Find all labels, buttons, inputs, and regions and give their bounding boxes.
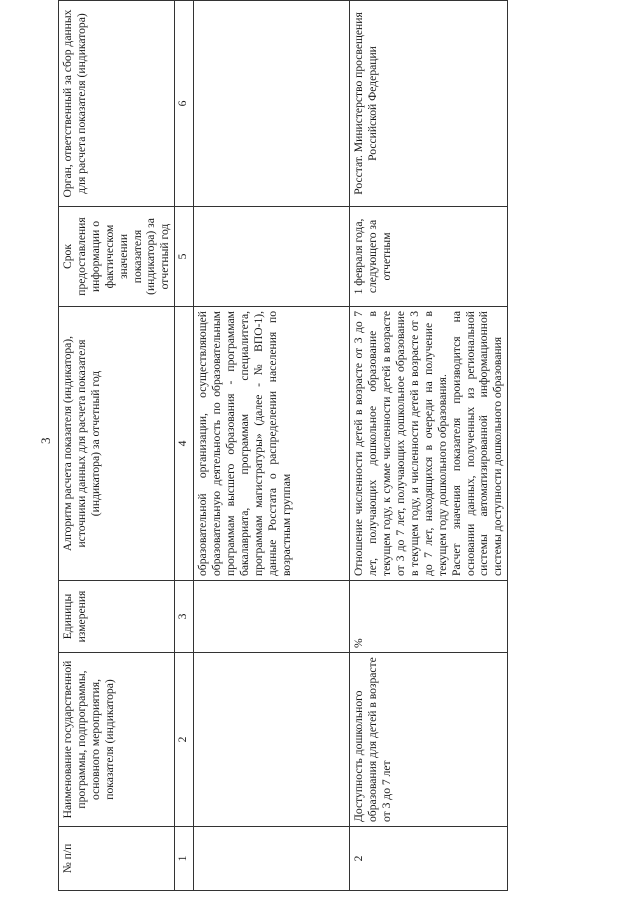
row-deadline: [194, 207, 350, 307]
table-row: [350, 1, 508, 891]
algorithm-paragraph: Отношение численности детей в возрасте от 3 до 7 лет, получающих дошкольное образование в текущем году, к сумме численности детей в возрасте от 3 до 7 лет, получающих дошкольное образование в текущем году, и численности детей в возрасте от 3 до 7 лет, находящихся в очереди на получение в текущем году дошкольного образования.: [352, 311, 449, 576]
row-name: Доступность дошкольного образования для детей в возрасте от 3 до 7 лет: [350, 653, 508, 827]
column-number: 3: [175, 581, 194, 653]
header-deadline: Срок предоставления информации о фактическом значении показателя (индикатора) за отчетный год: [59, 207, 175, 307]
row-num: [194, 827, 350, 891]
algorithm-paragraph: Расчет значения показателя производится на основании данных, полученных из региональной системы автоматизированной информационной системы доступности дошкольного образования: [449, 311, 505, 576]
header-row: [59, 1, 175, 891]
column-number: 5: [175, 207, 194, 307]
column-number: 1: [175, 827, 194, 891]
row-unit: [194, 581, 350, 653]
header-agency: Орган, ответственный за сбор данных для расчета показателя (индикатора): [59, 1, 175, 207]
header-num: № п/п: [59, 827, 175, 891]
column-number: 2: [175, 653, 194, 827]
row-deadline: 1 февраля года, следующего за отчетным: [350, 207, 508, 307]
header-name: Наименование государственной программы, подпрограммы, основного мероприятия, показателя (индикатора): [59, 653, 175, 827]
rotated-table-container: [58, 1, 639, 891]
table-row: [194, 1, 350, 891]
column-number: 4: [175, 307, 194, 581]
column-number: 6: [175, 1, 194, 207]
row-unit: %: [350, 581, 508, 653]
row-algorithm: [350, 307, 508, 581]
column-number-row: [175, 1, 194, 891]
page-number: 3: [38, 437, 53, 444]
row-agency: Росстат. Министерство просвещения Российской Федерации: [350, 1, 508, 207]
header-unit: Единицы измерения: [59, 581, 175, 653]
row-agency: [194, 1, 350, 207]
header-algorithm: Алгоритм расчета показателя (индикатора), источники данных для расчета показателя (индикатора) за отчетный год: [59, 307, 175, 581]
indicator-table: [58, 0, 508, 891]
row-name: [194, 653, 350, 827]
row-num: 2: [350, 827, 508, 891]
row-algorithm: образовательной организации, осуществляющей образовательную деятельность по образовательным программам высшего образования - программам бакалавриата, программам специалитета, программам магистратуры» (далее - № ВПО-1), данные Росстата о распределении населения по возрастным группам: [194, 307, 350, 581]
